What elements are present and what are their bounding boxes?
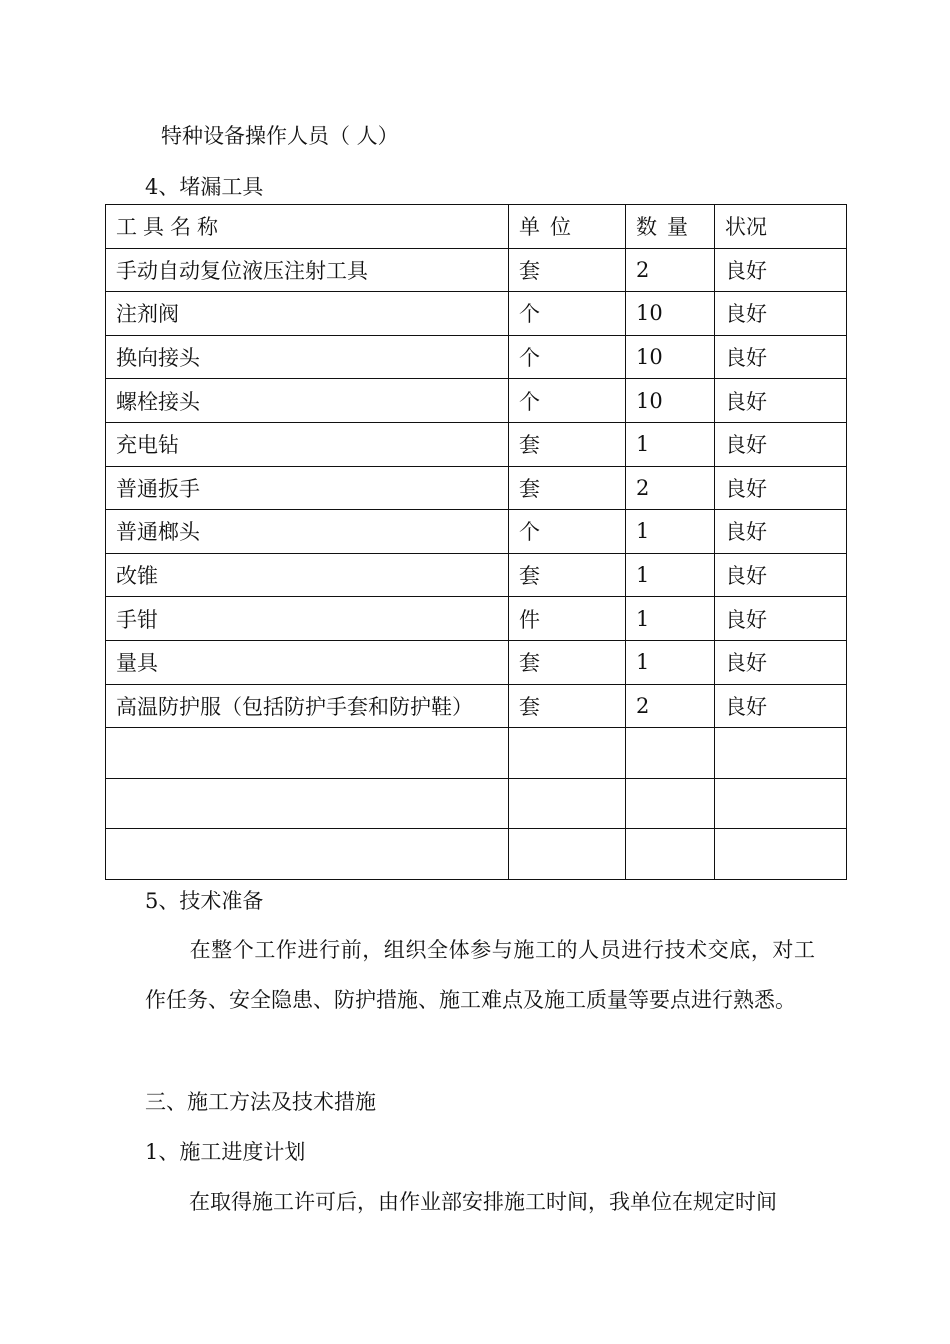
table-row (106, 597, 847, 641)
section-5-paragraph (145, 925, 815, 1025)
cell-status: 良好 (715, 553, 847, 597)
cell-unit: 件 (509, 597, 626, 641)
cell-quantity: 2 (626, 684, 715, 728)
table-row (106, 553, 847, 597)
table-row (106, 422, 847, 466)
cell-quantity: 1 (626, 553, 715, 597)
header-quantity: 数量 (626, 205, 715, 249)
table-row (106, 728, 847, 779)
cell-status: 良好 (715, 684, 847, 728)
cell-quantity: 2 (626, 248, 715, 292)
cell-status (715, 728, 847, 779)
table-header-row (106, 205, 847, 249)
cell-quantity: 1 (626, 422, 715, 466)
cell-unit: 个 (509, 510, 626, 554)
table-row (106, 778, 847, 829)
cell-quantity (626, 728, 715, 779)
section-5-heading: 5、技术准备 (145, 889, 264, 913)
cell-tool-name: 改锥 (106, 553, 509, 597)
cell-tool-name (106, 778, 509, 829)
cell-tool-name: 普通榔头 (106, 510, 509, 554)
cell-unit (509, 728, 626, 779)
cell-quantity: 1 (626, 510, 715, 554)
cell-tool-name: 手钳 (106, 597, 509, 641)
cell-status: 良好 (715, 248, 847, 292)
cell-unit: 套 (509, 553, 626, 597)
cell-tool-name (106, 829, 509, 880)
cell-status: 良好 (715, 422, 847, 466)
cell-status: 良好 (715, 466, 847, 510)
cell-unit: 个 (509, 379, 626, 423)
table-row (106, 292, 847, 336)
cell-tool-name: 充电钻 (106, 422, 509, 466)
header-tool-name: 工具名称 (106, 205, 509, 249)
cell-quantity (626, 829, 715, 880)
table-row (106, 466, 847, 510)
cell-tool-name: 高温防护服（包括防护手套和防护鞋） (106, 684, 509, 728)
table-row (106, 248, 847, 292)
cell-status: 良好 (715, 640, 847, 684)
table-row (106, 510, 847, 554)
cell-status (715, 778, 847, 829)
header-unit: 单位 (509, 205, 626, 249)
table-row (106, 829, 847, 880)
table-row (106, 640, 847, 684)
cell-quantity: 2 (626, 466, 715, 510)
cell-status: 良好 (715, 510, 847, 554)
cell-quantity: 10 (626, 335, 715, 379)
table-row (106, 335, 847, 379)
cell-unit (509, 778, 626, 829)
cell-tool-name: 普通扳手 (106, 466, 509, 510)
tools-table-body (106, 205, 847, 880)
section-5-paragraph-text: 在整个工作进行前，组织全体参与施工的人员进行技术交底，对工作任务、安全隐患、防护措施、施工难点及施工质量等要点进行熟悉。 (145, 938, 815, 1012)
cell-tool-name (106, 728, 509, 779)
cell-tool-name: 螺栓接头 (106, 379, 509, 423)
cell-unit (509, 829, 626, 880)
cell-status: 良好 (715, 292, 847, 336)
cell-quantity: 1 (626, 640, 715, 684)
section-4-heading: 4、堵漏工具 (145, 175, 264, 199)
section-1-paragraph: 在取得施工许可后，由作业部安排施工时间，我单位在规定时间 (189, 1190, 777, 1214)
cell-unit: 套 (509, 466, 626, 510)
cell-status (715, 829, 847, 880)
cell-unit: 套 (509, 422, 626, 466)
cell-status: 良好 (715, 379, 847, 423)
cell-quantity: 10 (626, 292, 715, 336)
table-row (106, 684, 847, 728)
cell-tool-name: 手动自动复位液压注射工具 (106, 248, 509, 292)
cell-tool-name: 注剂阀 (106, 292, 509, 336)
cell-quantity: 1 (626, 597, 715, 641)
cell-status: 良好 (715, 597, 847, 641)
cell-status: 良好 (715, 335, 847, 379)
cell-tool-name: 量具 (106, 640, 509, 684)
cell-unit: 套 (509, 684, 626, 728)
cell-unit: 个 (509, 335, 626, 379)
cell-unit: 个 (509, 292, 626, 336)
tools-table (105, 204, 847, 880)
cell-unit: 套 (509, 248, 626, 292)
header-status: 状况 (715, 205, 847, 249)
special-operators-line: 特种设备操作人员（ 人） (161, 124, 399, 148)
cell-tool-name: 换向接头 (106, 335, 509, 379)
section-1-heading: 1、施工进度计划 (145, 1140, 306, 1164)
cell-quantity: 10 (626, 379, 715, 423)
table-row (106, 379, 847, 423)
cell-unit: 套 (509, 640, 626, 684)
chapter-3-heading: 三、施工方法及技术措施 (145, 1090, 376, 1114)
cell-quantity (626, 778, 715, 829)
